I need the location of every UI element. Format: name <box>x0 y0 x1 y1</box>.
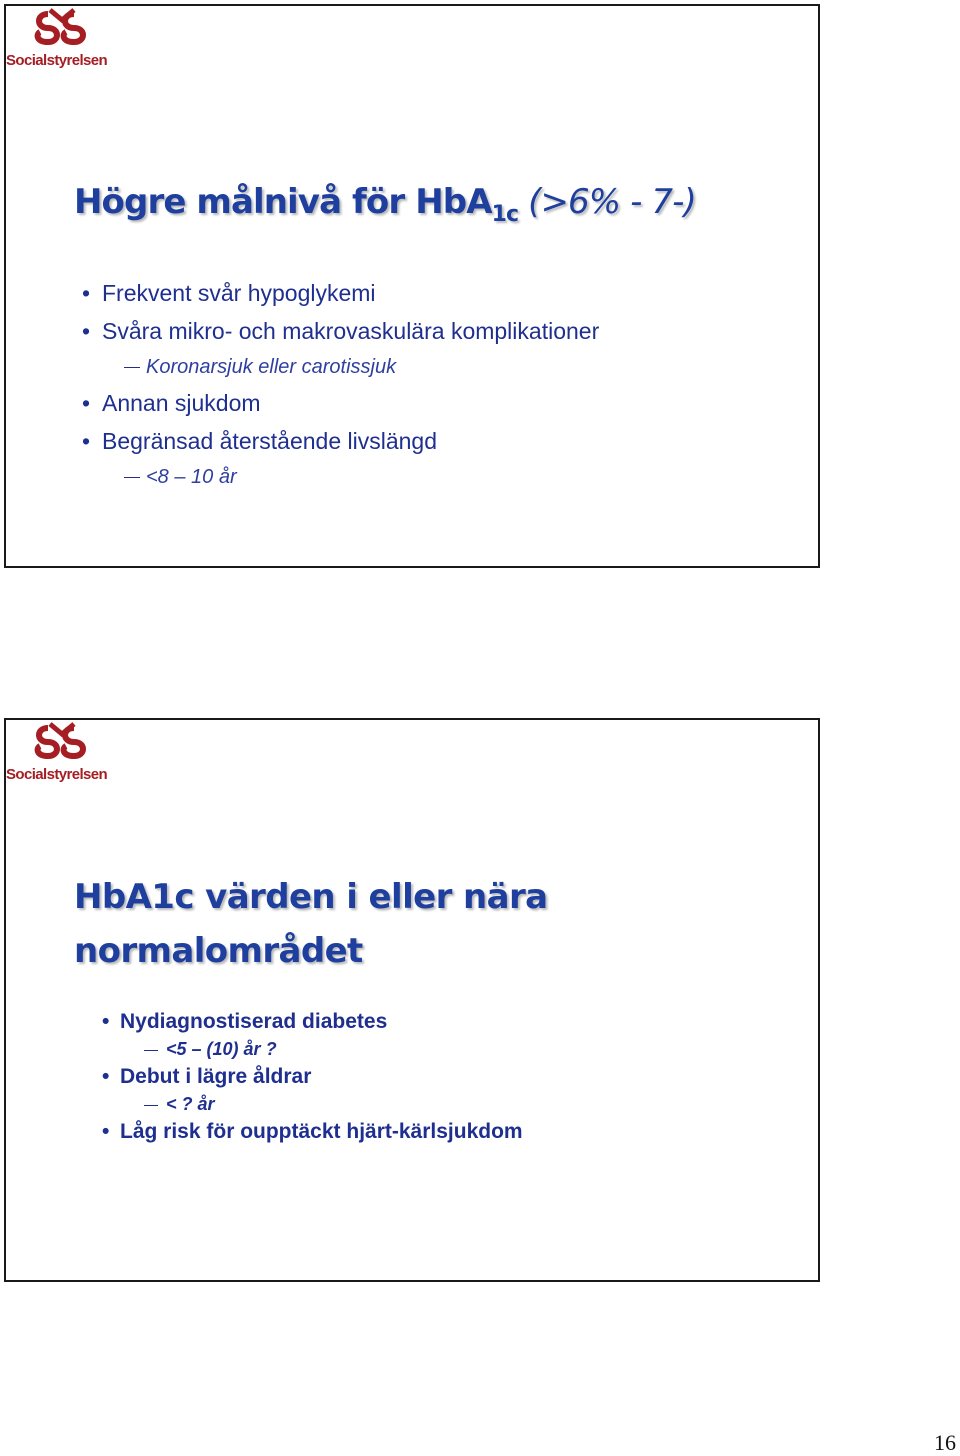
title-main: Högre målnivå för HbA <box>74 182 492 222</box>
socialstyrelsen-logo <box>6 6 122 76</box>
logo-text: Socialstyrelsen <box>6 52 108 69</box>
logo-emblem-icon <box>28 720 96 768</box>
dash-icon <box>144 1105 158 1106</box>
sub-bullet-item: <5 – (10) år ? <box>102 1036 523 1063</box>
slide-title <box>74 182 696 227</box>
sub-bullet-item: Koronarsjuk eller carotissjuk <box>82 350 599 384</box>
dash-icon <box>124 367 140 368</box>
title-line-1: HbA1c värden i eller nära <box>74 877 548 917</box>
title-subscript: 1c <box>491 202 519 227</box>
slide-2 <box>4 718 820 1282</box>
slide-1 <box>4 4 820 568</box>
bullet-item: • Svåra mikro- och makrovaskulära komplikationer <box>82 312 599 350</box>
bullet-list <box>102 1008 523 1146</box>
sub-bullet-item: <8 – 10 år <box>82 460 599 494</box>
title-range: (>6% - 7-) <box>518 182 696 222</box>
dash-icon <box>144 1050 158 1051</box>
slide-title <box>74 870 547 978</box>
sub-bullet-item: < ? år <box>102 1091 523 1118</box>
dash-icon <box>124 477 140 478</box>
page-number: 16 <box>934 1430 956 1455</box>
bullet-item: • Låg risk för oupptäckt hjärt-kärlsjukdom <box>102 1118 523 1146</box>
bullet-item: • Debut i lägre åldrar <box>102 1063 523 1091</box>
bullet-list <box>82 274 599 494</box>
bullet-item: • Annan sjukdom <box>82 384 599 422</box>
bullet-item: • Begränsad återstående livslängd <box>82 422 599 460</box>
socialstyrelsen-logo <box>6 720 122 790</box>
logo-emblem-icon <box>28 6 96 54</box>
bullet-item: • Nydiagnostiserad diabetes <box>102 1008 523 1036</box>
bullet-item: • Frekvent svår hypoglykemi <box>82 274 599 312</box>
title-line-2: normalområdet <box>74 931 363 971</box>
logo-text: Socialstyrelsen <box>6 766 108 783</box>
